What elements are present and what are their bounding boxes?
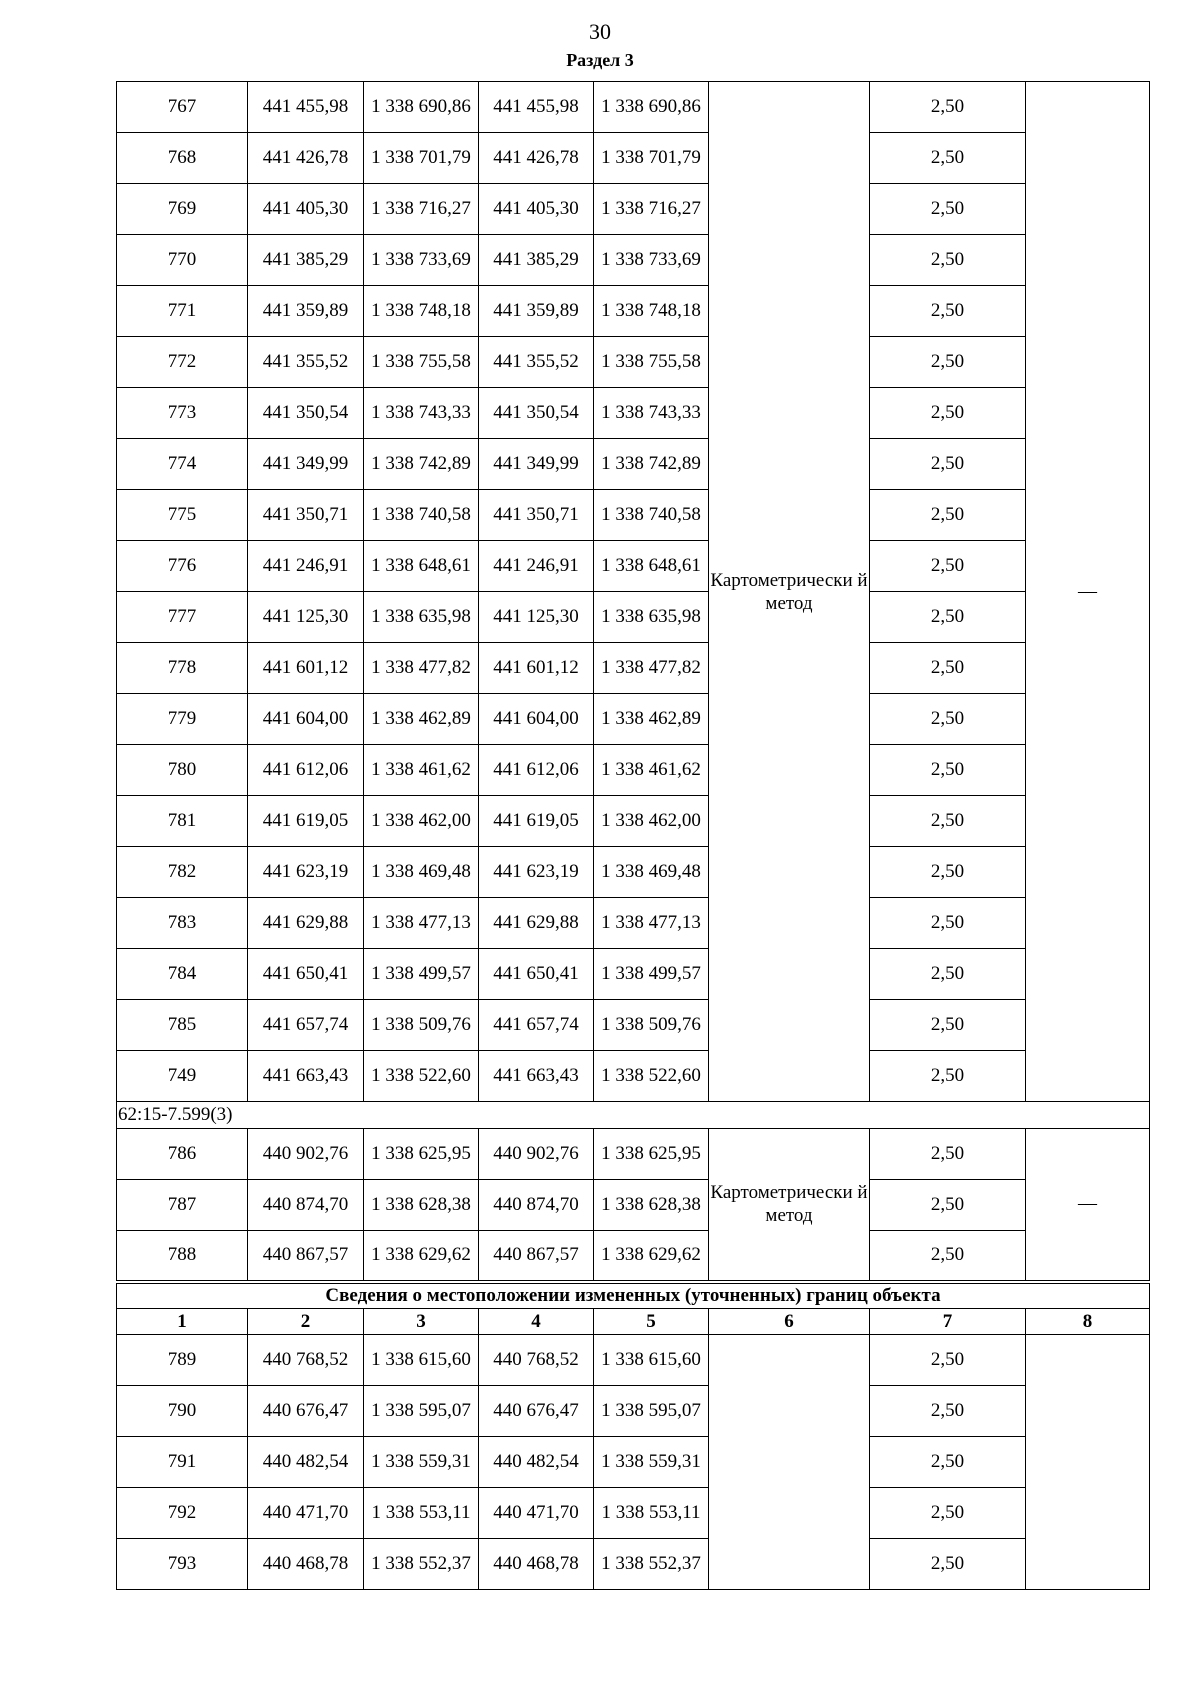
y-existing-cell: 1 338 625,95	[364, 1129, 479, 1180]
accuracy-cell: 2,50	[870, 1000, 1026, 1051]
x-existing-cell: 441 405,30	[248, 184, 364, 235]
accuracy-cell: 2,50	[870, 1539, 1026, 1590]
table-row	[117, 796, 1150, 847]
table-row	[117, 1051, 1150, 1102]
point-number-cell: 749	[117, 1051, 248, 1102]
accuracy-cell: 2,50	[870, 694, 1026, 745]
table-row	[117, 490, 1150, 541]
x-new-cell: 441 650,41	[479, 949, 594, 1000]
y-new-cell: 1 338 755,58	[594, 337, 709, 388]
point-number-cell: 780	[117, 745, 248, 796]
point-number-cell: 793	[117, 1539, 248, 1590]
point-number-cell: 788	[117, 1231, 248, 1282]
x-new-cell: 441 657,74	[479, 1000, 594, 1051]
point-number-cell: 792	[117, 1488, 248, 1539]
x-existing-cell: 441 601,12	[248, 643, 364, 694]
accuracy-cell: 2,50	[870, 1129, 1026, 1180]
table-row	[117, 949, 1150, 1000]
accuracy-cell: 2,50	[870, 949, 1026, 1000]
accuracy-cell: 2,50	[870, 184, 1026, 235]
y-existing-cell: 1 338 742,89	[364, 439, 479, 490]
accuracy-cell: 2,50	[870, 796, 1026, 847]
table-row	[117, 133, 1150, 184]
x-existing-cell: 441 650,41	[248, 949, 364, 1000]
accuracy-cell: 2,50	[870, 1335, 1026, 1386]
x-existing-cell: 440 471,70	[248, 1488, 364, 1539]
coordinates-table	[116, 81, 1150, 1590]
point-number-cell: 781	[117, 796, 248, 847]
method-cell	[709, 1335, 870, 1590]
page-number: 30	[589, 19, 611, 44]
y-existing-cell: 1 338 477,13	[364, 898, 479, 949]
x-new-cell: 441 619,05	[479, 796, 594, 847]
y-existing-cell: 1 338 462,00	[364, 796, 479, 847]
x-existing-cell: 440 768,52	[248, 1335, 364, 1386]
parcel-code: 62:15-7.599(3)	[117, 1102, 1150, 1129]
x-new-cell: 441 246,91	[479, 541, 594, 592]
y-existing-cell: 1 338 740,58	[364, 490, 479, 541]
x-new-cell: 441 623,19	[479, 847, 594, 898]
accuracy-cell: 2,50	[870, 745, 1026, 796]
x-existing-cell: 441 663,43	[248, 1051, 364, 1102]
y-new-cell: 1 338 635,98	[594, 592, 709, 643]
table-row	[117, 1488, 1150, 1539]
accuracy-cell: 2,50	[870, 82, 1026, 133]
point-number-cell: 778	[117, 643, 248, 694]
x-new-cell: 441 601,12	[479, 643, 594, 694]
table-row	[117, 1437, 1150, 1488]
y-existing-cell: 1 338 733,69	[364, 235, 479, 286]
x-existing-cell: 441 657,74	[248, 1000, 364, 1051]
y-new-cell: 1 338 748,18	[594, 286, 709, 337]
table-row	[117, 1000, 1150, 1051]
accuracy-cell: 2,50	[870, 1180, 1026, 1231]
y-existing-cell: 1 338 716,27	[364, 184, 479, 235]
table-row	[117, 1386, 1150, 1437]
x-existing-cell: 441 385,29	[248, 235, 364, 286]
point-number-cell: 779	[117, 694, 248, 745]
point-number-cell: 785	[117, 1000, 248, 1051]
x-new-cell: 441 349,99	[479, 439, 594, 490]
y-existing-cell: 1 338 462,89	[364, 694, 479, 745]
x-existing-cell: 441 246,91	[248, 541, 364, 592]
x-new-cell: 440 867,57	[479, 1231, 594, 1282]
table-row	[117, 235, 1150, 286]
x-existing-cell: 441 355,52	[248, 337, 364, 388]
y-existing-cell: 1 338 629,62	[364, 1231, 479, 1282]
accuracy-cell: 2,50	[870, 898, 1026, 949]
x-existing-cell: 440 867,57	[248, 1231, 364, 1282]
y-new-cell: 1 338 509,76	[594, 1000, 709, 1051]
y-new-cell: 1 338 701,79	[594, 133, 709, 184]
accuracy-cell: 2,50	[870, 643, 1026, 694]
x-existing-cell: 441 604,00	[248, 694, 364, 745]
column-number: 5	[594, 1309, 709, 1335]
accuracy-cell: 2,50	[870, 337, 1026, 388]
accuracy-cell: 2,50	[870, 592, 1026, 643]
y-new-cell: 1 338 522,60	[594, 1051, 709, 1102]
y-new-cell: 1 338 628,38	[594, 1180, 709, 1231]
x-new-cell: 440 902,76	[479, 1129, 594, 1180]
y-new-cell: 1 338 740,58	[594, 490, 709, 541]
y-new-cell: 1 338 629,62	[594, 1231, 709, 1282]
table-row	[117, 1335, 1150, 1386]
column-number: 7	[870, 1309, 1026, 1335]
table-row	[117, 286, 1150, 337]
point-number-cell: 777	[117, 592, 248, 643]
y-existing-cell: 1 338 595,07	[364, 1386, 479, 1437]
accuracy-cell: 2,50	[870, 847, 1026, 898]
point-number-cell: 774	[117, 439, 248, 490]
y-new-cell: 1 338 690,86	[594, 82, 709, 133]
y-new-cell: 1 338 716,27	[594, 184, 709, 235]
y-new-cell: 1 338 461,62	[594, 745, 709, 796]
column-number: 3	[364, 1309, 479, 1335]
y-existing-cell: 1 338 553,11	[364, 1488, 479, 1539]
x-existing-cell: 441 612,06	[248, 745, 364, 796]
y-existing-cell: 1 338 461,62	[364, 745, 479, 796]
y-new-cell: 1 338 733,69	[594, 235, 709, 286]
x-existing-cell: 441 350,54	[248, 388, 364, 439]
y-new-cell: 1 338 462,00	[594, 796, 709, 847]
y-new-cell: 1 338 743,33	[594, 388, 709, 439]
accuracy-cell: 2,50	[870, 439, 1026, 490]
y-existing-cell: 1 338 743,33	[364, 388, 479, 439]
column-number: 1	[117, 1309, 248, 1335]
accuracy-cell: 2,50	[870, 235, 1026, 286]
x-existing-cell: 440 482,54	[248, 1437, 364, 1488]
y-new-cell: 1 338 552,37	[594, 1539, 709, 1590]
y-existing-cell: 1 338 648,61	[364, 541, 479, 592]
y-existing-cell: 1 338 615,60	[364, 1335, 479, 1386]
method-cell: Картометрически й метод	[709, 82, 870, 1102]
x-new-cell: 441 355,52	[479, 337, 594, 388]
table-row	[117, 847, 1150, 898]
point-number-cell: 786	[117, 1129, 248, 1180]
point-number-cell: 773	[117, 388, 248, 439]
y-existing-cell: 1 338 522,60	[364, 1051, 479, 1102]
x-new-cell: 440 471,70	[479, 1488, 594, 1539]
point-number-cell: 775	[117, 490, 248, 541]
column-number: 6	[709, 1309, 870, 1335]
x-new-cell: 440 874,70	[479, 1180, 594, 1231]
accuracy-cell: 2,50	[870, 1231, 1026, 1282]
x-existing-cell: 441 350,71	[248, 490, 364, 541]
table-row	[117, 184, 1150, 235]
section-title: Раздел 3	[566, 50, 634, 70]
y-new-cell: 1 338 559,31	[594, 1437, 709, 1488]
table-row	[117, 898, 1150, 949]
x-existing-cell: 440 874,70	[248, 1180, 364, 1231]
x-existing-cell: 441 629,88	[248, 898, 364, 949]
table-row	[117, 1231, 1150, 1282]
x-new-cell: 441 405,30	[479, 184, 594, 235]
point-number-cell: 768	[117, 133, 248, 184]
x-new-cell: 441 455,98	[479, 82, 594, 133]
y-existing-cell: 1 338 748,18	[364, 286, 479, 337]
y-existing-cell: 1 338 628,38	[364, 1180, 479, 1231]
y-new-cell: 1 338 553,11	[594, 1488, 709, 1539]
y-new-cell: 1 338 648,61	[594, 541, 709, 592]
accuracy-cell: 2,50	[870, 1437, 1026, 1488]
point-number-cell: 790	[117, 1386, 248, 1437]
y-new-cell: 1 338 742,89	[594, 439, 709, 490]
y-existing-cell: 1 338 690,86	[364, 82, 479, 133]
y-new-cell: 1 338 615,60	[594, 1335, 709, 1386]
y-new-cell: 1 338 462,89	[594, 694, 709, 745]
point-number-cell: 782	[117, 847, 248, 898]
accuracy-cell: 2,50	[870, 388, 1026, 439]
y-new-cell: 1 338 595,07	[594, 1386, 709, 1437]
column-number: 8	[1026, 1309, 1150, 1335]
y-existing-cell: 1 338 552,37	[364, 1539, 479, 1590]
note-cell: —	[1026, 82, 1150, 1102]
point-number-cell: 787	[117, 1180, 248, 1231]
x-existing-cell: 441 455,98	[248, 82, 364, 133]
accuracy-cell: 2,50	[870, 1488, 1026, 1539]
x-existing-cell: 441 426,78	[248, 133, 364, 184]
note-cell: —	[1026, 1129, 1150, 1282]
table-row	[117, 1539, 1150, 1590]
y-existing-cell: 1 338 755,58	[364, 337, 479, 388]
point-number-cell: 791	[117, 1437, 248, 1488]
x-new-cell: 441 604,00	[479, 694, 594, 745]
x-new-cell: 440 768,52	[479, 1335, 594, 1386]
table-row	[117, 643, 1150, 694]
y-new-cell: 1 338 625,95	[594, 1129, 709, 1180]
accuracy-cell: 2,50	[870, 286, 1026, 337]
table-row	[117, 745, 1150, 796]
point-number-cell: 769	[117, 184, 248, 235]
table-row	[117, 592, 1150, 643]
accuracy-cell: 2,50	[870, 1051, 1026, 1102]
y-existing-cell: 1 338 559,31	[364, 1437, 479, 1488]
x-existing-cell: 440 676,47	[248, 1386, 364, 1437]
y-new-cell: 1 338 499,57	[594, 949, 709, 1000]
x-new-cell: 441 350,54	[479, 388, 594, 439]
table-row	[117, 439, 1150, 490]
x-new-cell: 441 612,06	[479, 745, 594, 796]
table-row	[117, 541, 1150, 592]
x-new-cell: 441 125,30	[479, 592, 594, 643]
column-number: 4	[479, 1309, 594, 1335]
accuracy-cell: 2,50	[870, 541, 1026, 592]
y-new-cell: 1 338 477,13	[594, 898, 709, 949]
accuracy-cell: 2,50	[870, 490, 1026, 541]
point-number-cell: 784	[117, 949, 248, 1000]
accuracy-cell: 2,50	[870, 133, 1026, 184]
x-existing-cell: 441 349,99	[248, 439, 364, 490]
point-number-cell: 770	[117, 235, 248, 286]
point-number-cell: 772	[117, 337, 248, 388]
table-row	[117, 82, 1150, 133]
point-number-cell: 789	[117, 1335, 248, 1386]
note-cell	[1026, 1335, 1150, 1590]
table-row	[117, 694, 1150, 745]
x-new-cell: 441 663,43	[479, 1051, 594, 1102]
point-number-cell: 771	[117, 286, 248, 337]
y-existing-cell: 1 338 499,57	[364, 949, 479, 1000]
column-number: 2	[248, 1309, 364, 1335]
x-new-cell: 440 676,47	[479, 1386, 594, 1437]
point-number-cell: 767	[117, 82, 248, 133]
table-row	[117, 1180, 1150, 1231]
y-existing-cell: 1 338 635,98	[364, 592, 479, 643]
y-new-cell: 1 338 469,48	[594, 847, 709, 898]
y-existing-cell: 1 338 469,48	[364, 847, 479, 898]
table-row	[117, 1129, 1150, 1180]
x-existing-cell: 440 902,76	[248, 1129, 364, 1180]
x-existing-cell: 441 623,19	[248, 847, 364, 898]
x-existing-cell: 441 359,89	[248, 286, 364, 337]
table-row	[117, 337, 1150, 388]
x-new-cell: 441 629,88	[479, 898, 594, 949]
y-existing-cell: 1 338 509,76	[364, 1000, 479, 1051]
x-existing-cell: 441 619,05	[248, 796, 364, 847]
y-existing-cell: 1 338 477,82	[364, 643, 479, 694]
section-heading: Сведения о местоположении измененных (уточненных) границ объекта	[117, 1282, 1150, 1309]
x-new-cell: 441 426,78	[479, 133, 594, 184]
method-cell: Картометрически й метод	[709, 1129, 870, 1282]
x-existing-cell: 441 125,30	[248, 592, 364, 643]
point-number-cell: 776	[117, 541, 248, 592]
x-new-cell: 441 350,71	[479, 490, 594, 541]
y-new-cell: 1 338 477,82	[594, 643, 709, 694]
accuracy-cell: 2,50	[870, 1386, 1026, 1437]
x-new-cell: 440 468,78	[479, 1539, 594, 1590]
x-new-cell: 441 385,29	[479, 235, 594, 286]
point-number-cell: 783	[117, 898, 248, 949]
y-existing-cell: 1 338 701,79	[364, 133, 479, 184]
x-new-cell: 440 482,54	[479, 1437, 594, 1488]
table-row	[117, 388, 1150, 439]
x-existing-cell: 440 468,78	[248, 1539, 364, 1590]
x-new-cell: 441 359,89	[479, 286, 594, 337]
